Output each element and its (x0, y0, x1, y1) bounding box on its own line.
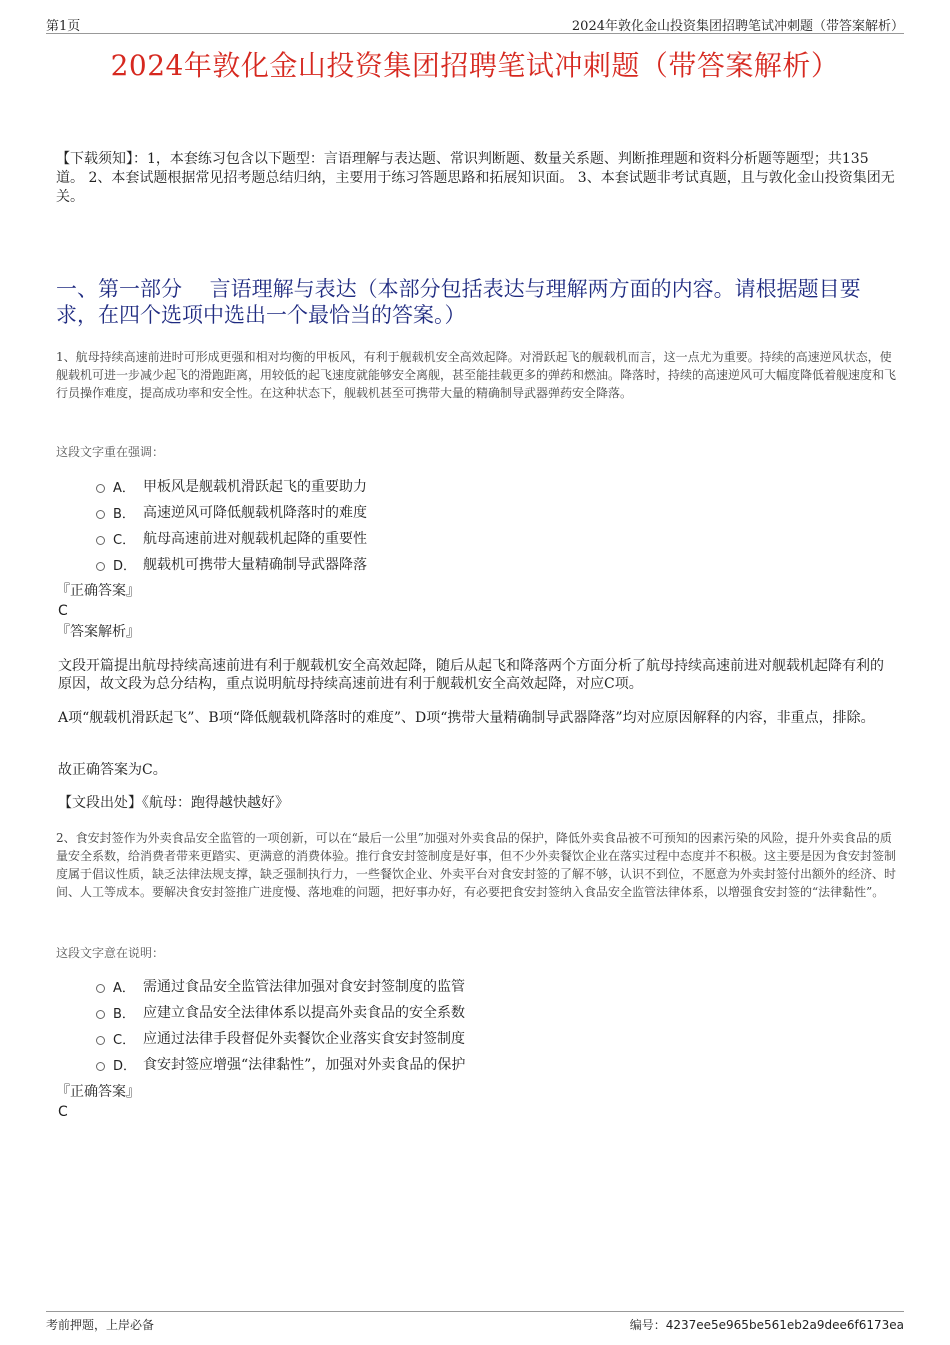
page-footer (46, 1311, 904, 1332)
option-d[interactable]: D． 食安封签应增强“法律黏性”，加强对外卖食品的保护 (96, 1051, 696, 1077)
option-b[interactable]: B． 应建立食品安全法律体系以提高外卖食品的安全系数 (96, 999, 696, 1025)
question-1-prompt: 这段文字重在强调： (56, 445, 165, 459)
question-2-stem: 2、食安封签作为外卖食品安全监管的一项创新，可以在“最后一公里”加强对外卖食品的保护，降低外卖食品被不可预知的因素污染的风险，提升外卖食品的质量安全系数，给消费者带来更踏实、更满意的消费体验。推行食安封签制度是好事，但不少外卖餐饮企业在落实过程中态度并不积极。这主要是因为食安封签制度属于倡议性质，缺乏法律法规支撑，缺乏强制执行力，一些餐饮企业、外卖平台对食安封签的了解不够，认识不到位，不愿意为外卖封签付出额外的经济、时间、人工等成本。要解决食安封签推广进度慢、落地难的问题，把好事办好，有必要把食安封签纳入食品安全监管法律体系，以增强食安封签的“法律黏性”。 (56, 831, 897, 899)
option-d[interactable]: D． 舰载机可携带大量精确制导武器降落 (96, 551, 696, 577)
option-a[interactable]: A． 需通过食品安全监管法律加强对食安封签制度的监管 (96, 973, 696, 999)
question-2-answer: C (58, 1104, 68, 1120)
option-b[interactable]: B． 高速逆风可降低舰载机降落时的难度 (96, 499, 696, 525)
page-number: 第1页 (46, 19, 81, 34)
page-header (46, 13, 904, 34)
option-c[interactable]: C． 航母高速前进对舰载机起降的重要性 (96, 525, 696, 551)
option-c[interactable]: C． 应通过法律手段督促外卖餐饮企业落实食安封签制度 (96, 1025, 696, 1051)
footer-slogan: 考前押题，上岸必备 (46, 1318, 155, 1332)
radio-icon[interactable] (96, 984, 105, 993)
question-2-answer-label: 『正确答案』 (56, 1084, 140, 1100)
question-1-analysis-label: 『答案解析』 (56, 624, 140, 640)
section-heading: 一、第一部分 言语理解与表达（本部分包括表达与理解两方面的内容。请根据题目要求，在四个选项中选出一个最恰当的答案。） (56, 277, 861, 327)
document-title: 2024年敦化金山投资集团招聘笔试冲刺题（带答案解析） (110, 49, 840, 82)
option-a[interactable]: A． 甲板风是舰载机滑跃起飞的重要助力 (96, 473, 696, 499)
question-1-stem: 1、航母持续高速前进时可形成更强和相对均衡的甲板风，有利于舰载机安全高效起降。对滑跃起飞的舰载机而言，这一点尤为重要。持续的高速逆风状态，使舰载机可进一步减少起飞的滑跑距离，用较低的起飞速度就能够安全离舰，甚至能挂载更多的弹药和燃油。降落时，持续的高速逆风可大幅度降低着舰速度和飞行员操作难度，提高成功率和安全性。在这种状态下，舰载机甚至可携带大量的精确制导武器弹药安全降落。 (56, 350, 897, 400)
question-1-answer-label: 『正确答案』 (56, 583, 140, 599)
analysis-paragraph: 文段开篇提出航母持续高速前进有利于舰载机安全高效起降，随后从起飞和降落两个方面分析了航母持续高速前进对舰载机起降有利的原因，故文段为总分结构，重点说明航母持续高速前进有利于舰载机安全高效起降，对应C项。 (58, 658, 884, 692)
question-2-options (96, 973, 696, 1077)
download-notice: 【下载须知】：1，本套练习包含以下题型：言语理解与表达题、常识判断题、数量关系题、判断推理题和资料分析题等题型；共135道。 2、本套试题根据常见招考题总结归纳，主要用于练习答题思路和拓展知识面。 3、本套试题非考试真题，且与敦化金山投资集团无关。 (56, 151, 895, 205)
question-1-options (96, 473, 696, 577)
radio-icon[interactable] (96, 1062, 105, 1071)
radio-icon[interactable] (96, 562, 105, 571)
analysis-source: 【文段出处】《航母：跑得越快越好》 (58, 795, 289, 811)
radio-icon[interactable] (96, 1036, 105, 1045)
radio-icon[interactable] (96, 484, 105, 493)
footer-code: 编号：4237ee5e965be561eb2a9dee6f6173ea (629, 1318, 904, 1332)
radio-icon[interactable] (96, 536, 105, 545)
question-2-prompt: 这段文字意在说明： (56, 946, 165, 960)
question-1-answer: C (58, 603, 68, 619)
radio-icon[interactable] (96, 1010, 105, 1019)
analysis-paragraph: 故正确答案为C。 (58, 762, 167, 778)
radio-icon[interactable] (96, 510, 105, 519)
analysis-paragraph: A项“舰载机滑跃起飞”、B项“降低舰载机降落时的难度”、D项“携带大量精确制导武器降落”均对应原因解释的内容，非重点，排除。 (58, 710, 875, 726)
header-doc-title: 2024年敦化金山投资集团招聘笔试冲刺题（带答案解析） (571, 19, 904, 34)
